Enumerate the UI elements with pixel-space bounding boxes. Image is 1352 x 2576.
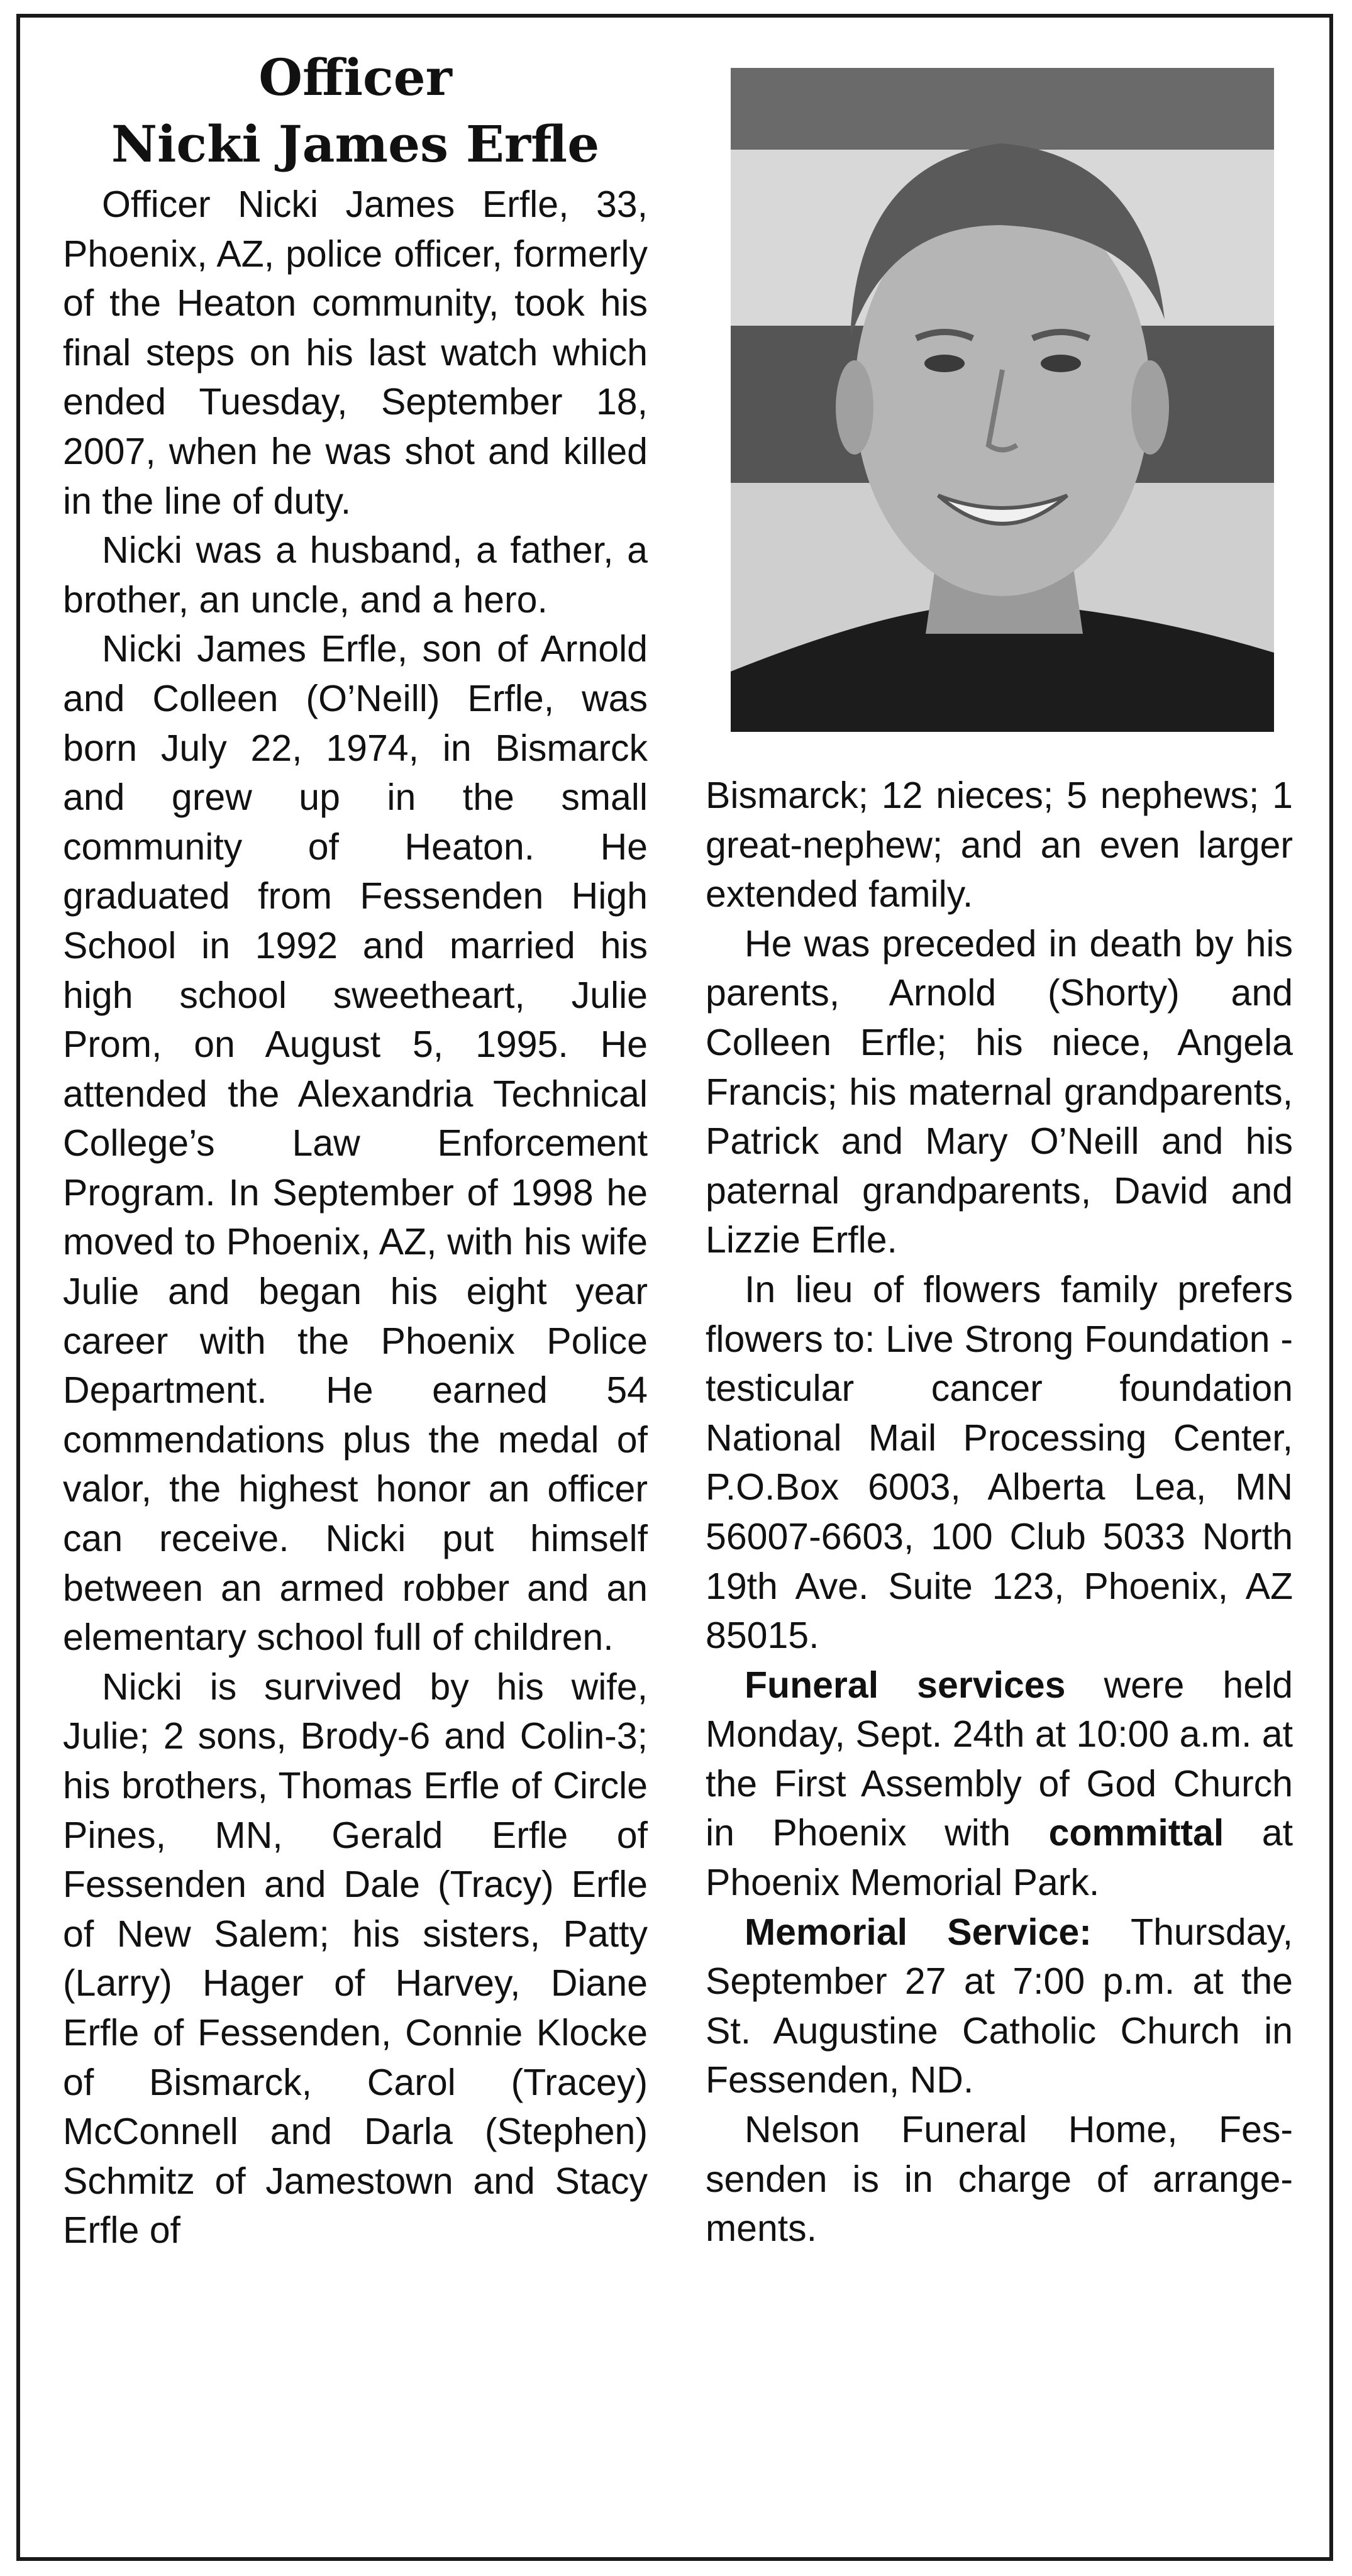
paragraph-biography: Nicki James Erfle, son of Arnold and Colleen (O’Neill) Erfle, was born July 22, 1974, in Bismarck and grew up in the small community of Heaton. He graduated from Fessenden High School in 1992 and married his high school sweetheart, Julie Prom, on August 5, 1995. He attended the Alexandria Technical College’s Law Enforcement Program. In September of 1998 he moved to Phoenix, AZ, with his wife Julie and began his eight year career with the Phoenix Police Department. He earned 54 commendations plus the medal of valor, the highest honor an officer can receive. Nicki put himself between an armed robber and an elementary school full of children.	[63, 628, 648, 1659]
paragraph-funeral-services	[706, 1661, 1293, 1908]
paragraph-arrangements: Nelson Funeral Home, Fessenden is in charge of arrangements.	[706, 2109, 1293, 2250]
obituary-title	[25, 44, 685, 177]
paragraph-survived-by-continued: Bismarck; 12 nieces; 5 nephews; 1 great-nephew; and an even larger extended family.	[706, 775, 1293, 915]
paragraph-roles: Nicki was a husband, a father, a brother, an uncle, and a hero.	[63, 529, 648, 621]
funeral-services-label: Funeral services	[745, 1664, 1066, 1706]
paragraph-survived-by: Nicki is survived by his wife, Julie; 2 sons, Brody-6 and Colin-3; his brothers, Thomas Erfle of Circle Pines, MN, Gerald Erfle of Fessenden and Dale (Tracy) Erfle of New Salem; his sisters, Patty (Larry) Hager of Harvey, Diane Erfle of Fessenden, Connie Klocke of Bismarck, Carol (Tracey) McConnell and Darla (Stephen) Schmitz of Jamestown and Stacy Erfle of	[63, 1666, 648, 2252]
title-line-2: Nicki James Erfle	[111, 114, 600, 174]
memorial-service-text: Thursday, September 27 at 7:00 p.m. at the St. Augustine Catholic Church in Fessenden, ND.	[706, 1911, 1294, 2101]
paragraph-preceded-by: He was preceded in death by his parents, Arnold (Shorty) and Colleen Erfle; his niece, Angela Francis; his maternal grandparents, Patrick and Mary O’Neill and his paternal grandparents, David and Lizzie Erfle.	[706, 922, 1293, 1261]
title-line-1: Officer	[258, 48, 452, 107]
paragraph-memorial-service	[706, 1908, 1293, 2105]
committal-label: committal	[1048, 1812, 1224, 1854]
portrait-image	[731, 68, 1274, 732]
funeral-services-text-a: were held Monday, Sept. 24th at 10:00 a.m. at the First Assembly of God Church in Phoenix with	[706, 1664, 1293, 1854]
paragraph-intro: Officer Nicki James Erfle, 33, Phoenix, AZ, police officer, formerly of the Heaton community, took his final steps on his last watch which ended Tuesday, September 18, 2007, when he was shot and killed in the line of duty.	[63, 184, 648, 522]
funeral-services-text-b: at Phoenix Memorial Park.	[706, 1812, 1293, 1904]
left-column	[63, 180, 648, 2255]
memorial-service-label: Memorial Service:	[745, 1911, 1092, 1953]
paragraph-memorials: In lieu of flowers family prefers flowers to: Live Strong Foundation - testicular cancer foundation National Mail Processing Center, P.O.Box 6003, Alberta Lea, MN 56007-6603, 100 Club 5033 North 19th Ave. Suite 123, Phoenix, AZ 85015.	[706, 1268, 1293, 1657]
portrait-photo	[731, 68, 1274, 732]
right-column	[706, 771, 1293, 2253]
